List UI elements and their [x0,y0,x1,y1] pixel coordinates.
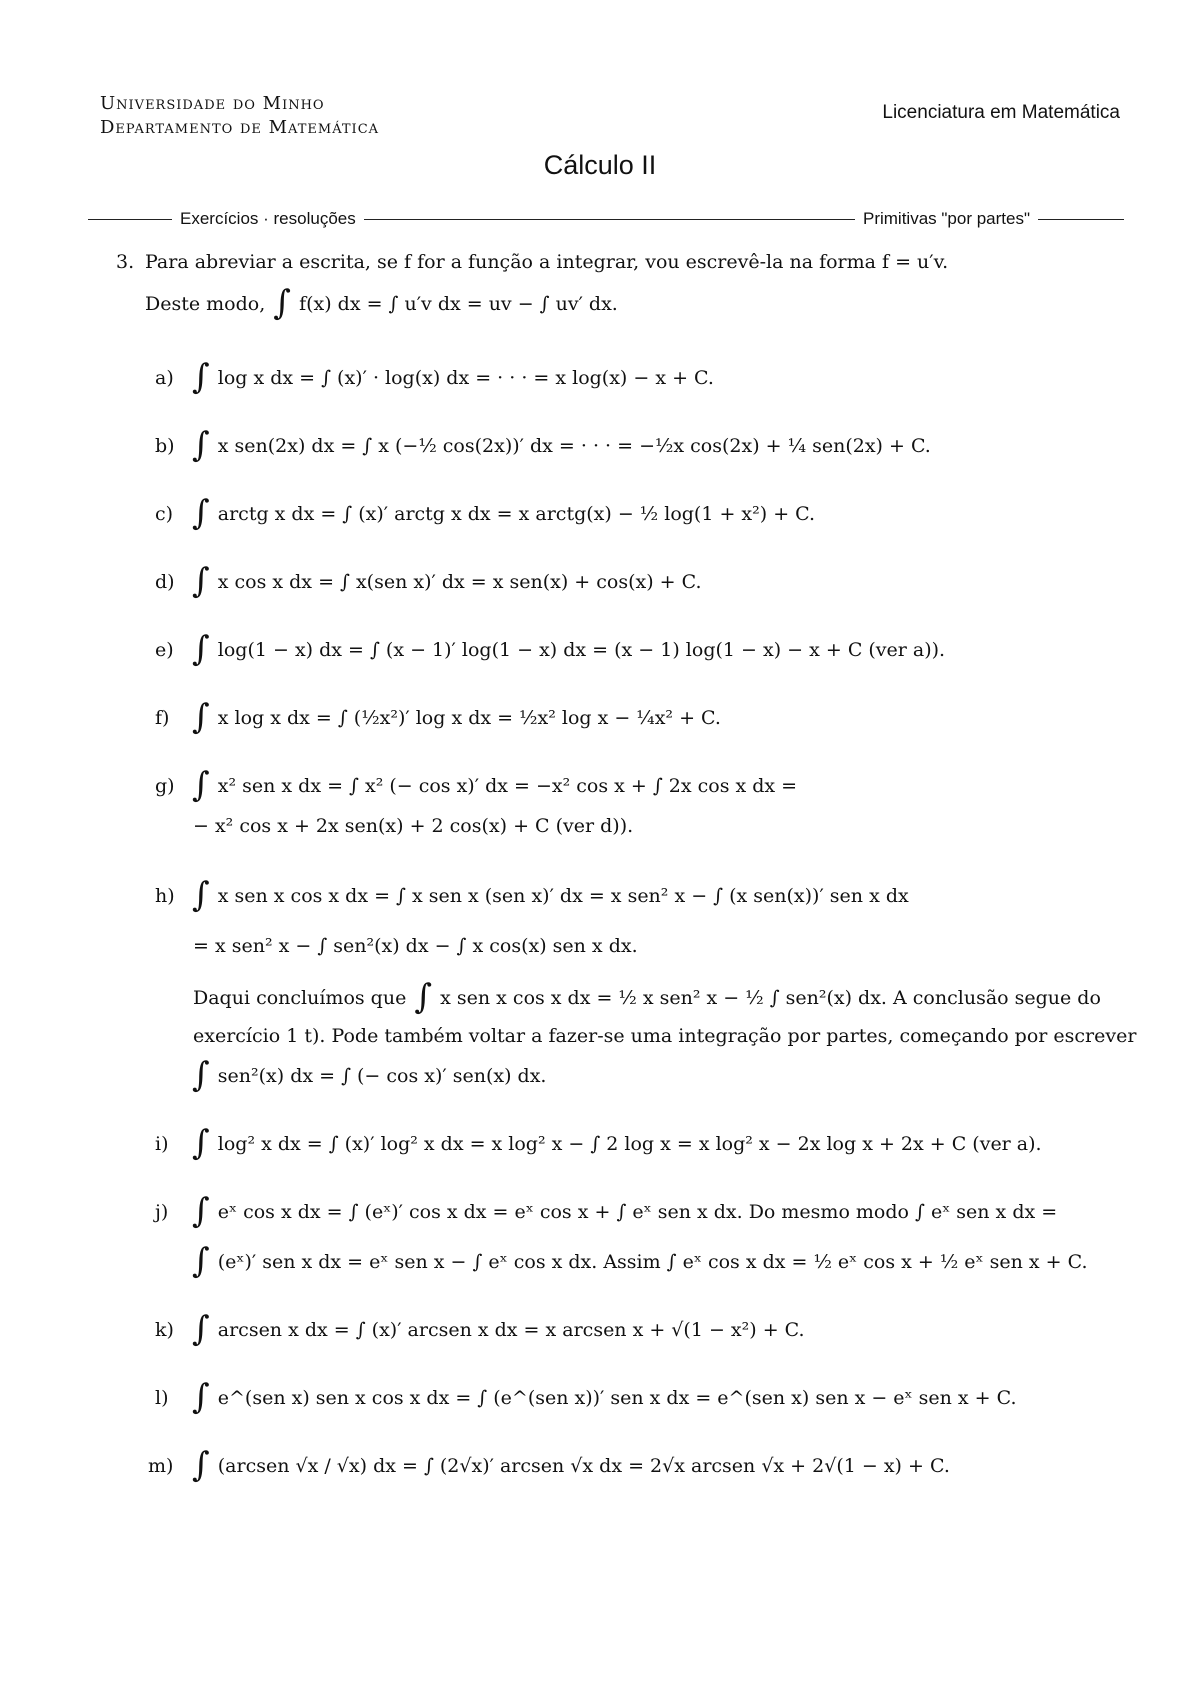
item-formula [190,1309,805,1349]
section-left-label: Exercícios · resoluções [180,209,356,228]
divider [88,219,172,220]
intro2-math: f(x) dx = ∫ u′v dx = uv − ∫ uv′ dx. [299,293,618,315]
item-label: h) [155,885,175,907]
formula-text: x log x dx = ∫ (½x²)′ log x dx = ½x² log x − ¼x² + C. [217,707,721,729]
item-label: j) [155,1201,169,1223]
intro2-prefix: Deste modo, [145,293,266,315]
h-note-line3 [190,1055,547,1095]
item-formula [190,765,798,805]
section-bar [88,207,1124,231]
formula-text: log² x dx = ∫ (x)′ log² x dx = x log² x − ∫ 2 log x = x log² x − 2x log x + 2x + C (ver a). [217,1133,1042,1155]
integral-sign: ∫ [192,425,210,465]
integral-sign: ∫ [192,1055,210,1095]
exercise-intro: Para abreviar a escrita, se f for a função a integrar, vou escrevê-la na forma f = u′v. [145,251,949,273]
item-label: c) [155,503,174,525]
integral-sign: ∫ [192,1309,210,1349]
item-formula [190,1445,950,1485]
formula-text: e^(sen x) sen x cos x dx = ∫ (e^(sen x))′ sen x dx = e^(sen x) sen x − eˣ sen x + C. [217,1387,1017,1409]
item-label: l) [155,1387,169,1409]
section-right-label: Primitivas "por partes" [862,209,1030,228]
formula-text: (eˣ)′ sen x dx = eˣ sen x − ∫ eˣ cos x dx. Assim ∫ eˣ cos x dx = ½ eˣ cos x + ½ eˣ sen x + C. [217,1251,1088,1273]
page-title: Cálculo II [543,150,657,180]
integral-sign: ∫ [192,357,210,397]
formula-text: x sen x cos x dx = ∫ x sen x (sen x)′ dx = x sen² x − ∫ (x sen(x))′ sen x dx [217,885,909,907]
exercise-number: 3. [116,251,135,273]
header-left [100,92,379,140]
formula-text: x sen(2x) dx = ∫ x (−½ cos(2x))′ dx = · · · = −½x cos(2x) + ¼ sen(2x) + C. [217,435,931,457]
formula-text: x² sen x dx = ∫ x² (− cos x)′ dx = −x² cos x + ∫ 2x cos x dx = [217,775,798,797]
h-note-math: x sen x cos x dx = ½ x sen² x − ½ ∫ sen²(x) dx. [440,987,887,1009]
h-note-line1 [193,977,1101,1017]
integral-sign: ∫ [192,1123,210,1163]
integral-sign: ∫ [192,765,210,805]
h-note-math-3: sen²(x) dx = ∫ (− cos x)′ sen(x) dx. [217,1065,547,1087]
exercise-intro-2 [145,283,618,323]
course-name: Licenciatura em Matemática [882,102,1120,123]
item-formula-line2: − x² cos x + 2x sen(x) + 2 cos(x) + C (ver d)). [193,815,634,837]
integral-sign: ∫ [192,697,210,737]
item-label: a) [155,367,174,389]
item-formula [190,561,702,601]
item-formula-line2: = x sen² x − ∫ sen²(x) dx − ∫ x cos(x) sen x dx. [193,935,638,957]
formula-text: (arcsen √x / √x) dx = ∫ (2√x)′ arcsen √x dx = 2√x arcsen √x + 2√(1 − x) + C. [217,1455,950,1477]
formula-text: eˣ cos x dx = ∫ (eˣ)′ cos x dx = eˣ cos x + ∫ eˣ sen x dx. Do mesmo modo ∫ eˣ sen x dx = [217,1201,1058,1223]
item-formula [190,697,721,737]
h-note-line2: exercício 1 t). Pode também voltar a fazer-se uma integração por partes, começando por escrever [193,1025,1137,1047]
divider [364,219,855,220]
formula-text: arcsen x dx = ∫ (x)′ arcsen x dx = x arcsen x + √(1 − x²) + C. [217,1319,805,1341]
item-label: g) [155,775,175,797]
integral-sign: ∫ [192,493,210,533]
formula-text: arctg x dx = ∫ (x)′ arctg x dx = x arctg(x) − ½ log(1 + x²) + C. [217,503,816,525]
integral-sign: ∫ [192,1445,210,1485]
formula-text: x cos x dx = ∫ x(sen x)′ dx = x sen(x) + cos(x) + C. [217,571,702,593]
integral-sign: ∫ [273,283,292,323]
item-formula [190,1191,1058,1231]
item-label: b) [155,435,175,457]
integral-sign: ∫ [192,875,210,915]
formula-text: log(1 − x) dx = ∫ (x − 1)′ log(1 − x) dx = (x − 1) log(1 − x) − x + C (ver a)). [217,639,946,661]
department-name: Departamento de Matemática [100,117,380,138]
item-formula [190,1377,1017,1417]
item-label: e) [155,639,174,661]
formula-text: log x dx = ∫ (x)′ · log(x) dx = · · · = x log(x) − x + C. [217,367,714,389]
integral-sign: ∫ [192,1191,210,1231]
integral-sign: ∫ [414,977,433,1017]
item-formula [190,425,931,465]
item-formula [190,1123,1042,1163]
item-label: i) [155,1133,169,1155]
item-label: m) [148,1455,174,1477]
item-formula-line2 [190,1241,1088,1281]
item-formula [190,629,946,669]
h-note-prefix: Daqui concluímos que [193,987,407,1009]
divider [1038,219,1124,220]
item-label: f) [155,707,170,729]
item-formula [190,493,816,533]
integral-sign: ∫ [192,629,210,669]
integral-sign: ∫ [192,1241,210,1281]
integral-sign: ∫ [192,561,210,601]
integral-sign: ∫ [192,1377,210,1417]
item-formula [190,875,909,915]
h-note-suffix: A conclusão segue do [893,987,1101,1009]
item-formula [190,357,714,397]
item-label: k) [155,1319,174,1341]
university-name: Universidade do Minho [100,93,325,114]
item-label: d) [155,571,175,593]
